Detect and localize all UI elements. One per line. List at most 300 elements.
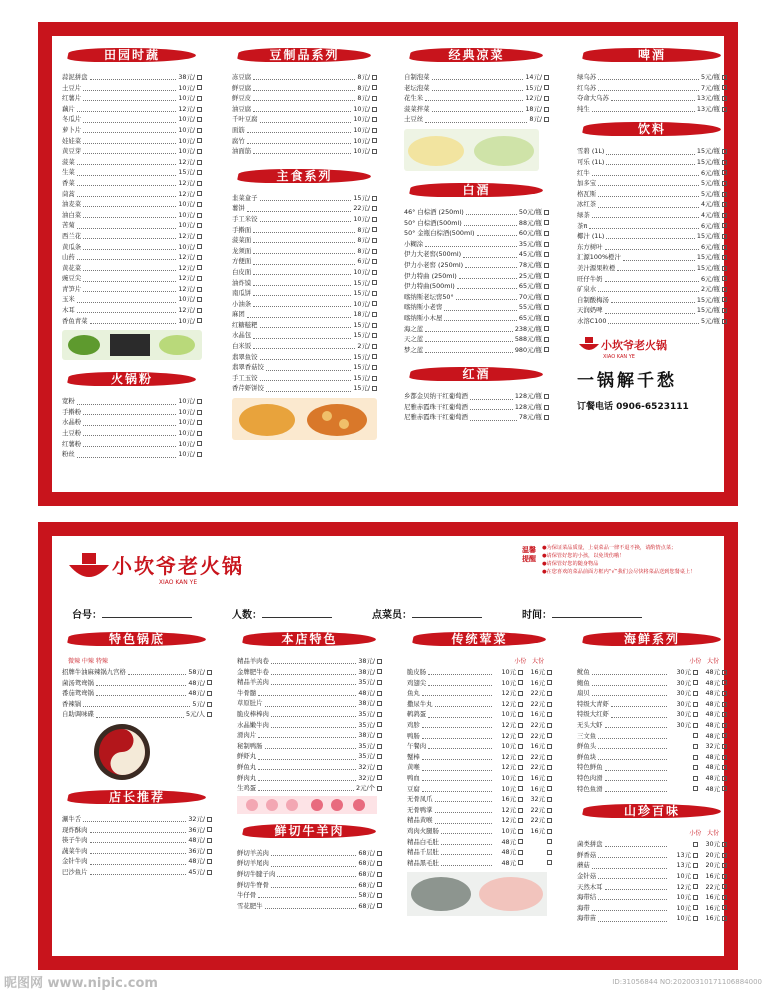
menu-item[interactable]: [577, 892, 727, 903]
menu-item[interactable]: [407, 741, 552, 752]
menu-item[interactable]: [62, 199, 202, 210]
menu-item[interactable]: [577, 860, 727, 871]
menu-item[interactable]: [62, 678, 212, 689]
order-checkbox[interactable]: [207, 817, 212, 822]
order-checkbox[interactable]: [372, 206, 377, 211]
menu-item[interactable]: [62, 814, 212, 825]
menu-item[interactable]: [404, 218, 549, 229]
menu-item[interactable]: [577, 850, 727, 861]
order-checkbox[interactable]: [544, 305, 549, 310]
order-checkbox[interactable]: [372, 365, 377, 370]
menu-item[interactable]: [577, 146, 727, 157]
menu-item[interactable]: [232, 278, 377, 289]
order-checkbox[interactable]: [547, 808, 552, 813]
menu-item[interactable]: [577, 913, 727, 924]
order-checkbox[interactable]: [197, 191, 202, 196]
order-checkbox[interactable]: [207, 859, 212, 864]
menu-item[interactable]: [577, 871, 727, 882]
menu-item[interactable]: [62, 104, 202, 115]
order-checkbox[interactable]: [197, 170, 202, 175]
order-checkbox[interactable]: [547, 776, 552, 781]
menu-item[interactable]: [62, 867, 212, 878]
menu-item[interactable]: [232, 246, 377, 257]
menu-item[interactable]: [232, 193, 377, 204]
order-checkbox[interactable]: [197, 441, 202, 446]
order-checkbox[interactable]: [544, 273, 549, 278]
menu-item[interactable]: [62, 688, 212, 699]
menu-item[interactable]: [407, 678, 552, 689]
menu-item[interactable]: [232, 136, 377, 147]
order-checkbox[interactable]: [207, 680, 212, 685]
menu-item[interactable]: [62, 178, 202, 189]
menu-item[interactable]: [232, 203, 377, 214]
order-checkbox[interactable]: [372, 149, 377, 154]
menu-item[interactable]: [577, 178, 727, 189]
table-number-field[interactable]: 台号：: [72, 606, 192, 621]
order-checkbox[interactable]: [722, 297, 727, 302]
order-checkbox[interactable]: [722, 85, 727, 90]
menu-item[interactable]: [577, 720, 727, 731]
menu-item[interactable]: [62, 242, 202, 253]
order-checkbox[interactable]: [197, 149, 202, 154]
menu-item[interactable]: [62, 825, 212, 836]
order-checkbox[interactable]: [197, 223, 202, 228]
menu-item[interactable]: [577, 83, 727, 94]
menu-item[interactable]: [232, 114, 377, 125]
menu-item[interactable]: [237, 880, 382, 891]
menu-item[interactable]: [577, 305, 727, 316]
time-field[interactable]: 时间：: [522, 606, 642, 621]
menu-item[interactable]: [232, 93, 377, 104]
menu-item[interactable]: [62, 125, 202, 136]
menu-item[interactable]: [237, 751, 382, 762]
menu-item[interactable]: [404, 114, 549, 125]
order-checkbox[interactable]: [377, 744, 382, 749]
order-checkbox[interactable]: [544, 295, 549, 300]
menu-item[interactable]: [62, 210, 202, 221]
order-checkbox[interactable]: [547, 839, 552, 844]
order-checkbox[interactable]: [197, 287, 202, 292]
menu-item[interactable]: [407, 699, 552, 710]
order-checkbox[interactable]: [547, 829, 552, 834]
order-checkbox[interactable]: [377, 733, 382, 738]
order-checkbox[interactable]: [544, 337, 549, 342]
menu-item[interactable]: [62, 284, 202, 295]
order-checkbox[interactable]: [544, 284, 549, 289]
menu-item[interactable]: [577, 242, 727, 253]
order-checkbox[interactable]: [544, 210, 549, 215]
order-checkbox[interactable]: [722, 744, 727, 749]
order-checkbox[interactable]: [544, 394, 549, 399]
order-checkbox[interactable]: [722, 202, 727, 207]
order-checkbox[interactable]: [377, 861, 382, 866]
menu-item[interactable]: [404, 324, 549, 335]
order-checkbox[interactable]: [722, 733, 727, 738]
menu-item[interactable]: [62, 220, 202, 231]
menu-item[interactable]: [577, 709, 727, 720]
order-checkbox[interactable]: [197, 265, 202, 270]
menu-item[interactable]: [577, 72, 727, 83]
order-checkbox[interactable]: [547, 702, 552, 707]
menu-item[interactable]: [62, 667, 212, 678]
order-checkbox[interactable]: [722, 691, 727, 696]
menu-item[interactable]: [404, 402, 549, 413]
order-checkbox[interactable]: [518, 860, 523, 865]
order-checkbox[interactable]: [372, 238, 377, 243]
order-checkbox[interactable]: [722, 160, 727, 165]
order-checkbox[interactable]: [518, 839, 523, 844]
menu-item[interactable]: [62, 189, 202, 200]
order-checkbox[interactable]: [197, 410, 202, 415]
order-checkbox[interactable]: [372, 217, 377, 222]
order-checkbox[interactable]: [722, 905, 727, 910]
order-checkbox[interactable]: [722, 287, 727, 292]
order-checkbox[interactable]: [722, 234, 727, 239]
menu-item[interactable]: [62, 846, 212, 857]
menu-item[interactable]: [232, 104, 377, 115]
menu-item[interactable]: [62, 263, 202, 274]
order-checkbox[interactable]: [197, 213, 202, 218]
menu-item[interactable]: [407, 794, 552, 805]
menu-item[interactable]: [577, 199, 727, 210]
menu-item[interactable]: [577, 221, 727, 232]
order-checkbox[interactable]: [722, 863, 727, 868]
order-checkbox[interactable]: [372, 376, 377, 381]
order-checkbox[interactable]: [372, 196, 377, 201]
menu-item[interactable]: [407, 773, 552, 784]
menu-item[interactable]: [404, 239, 549, 250]
order-checkbox[interactable]: [547, 670, 552, 675]
order-checkbox[interactable]: [544, 326, 549, 331]
order-checkbox[interactable]: [544, 252, 549, 257]
order-checkbox[interactable]: [197, 431, 202, 436]
menu-item[interactable]: [577, 231, 727, 242]
menu-item[interactable]: [237, 783, 382, 794]
menu-item[interactable]: [232, 288, 377, 299]
order-checkbox[interactable]: [547, 765, 552, 770]
menu-item[interactable]: [237, 656, 382, 667]
menu-item[interactable]: [232, 299, 377, 310]
menu-item[interactable]: [237, 741, 382, 752]
menu-item[interactable]: [232, 146, 377, 157]
order-checkbox[interactable]: [547, 712, 552, 717]
menu-item[interactable]: [407, 762, 552, 773]
headcount-field[interactable]: 人数：: [232, 606, 332, 621]
menu-item[interactable]: [404, 271, 549, 282]
order-checkbox[interactable]: [197, 75, 202, 80]
menu-item[interactable]: [237, 773, 382, 784]
order-checkbox[interactable]: [722, 192, 727, 197]
menu-item[interactable]: [404, 345, 549, 356]
spice-level-options[interactable]: 微辣 中辣 特辣: [68, 658, 108, 665]
order-checkbox[interactable]: [722, 75, 727, 80]
order-checkbox[interactable]: [722, 786, 727, 791]
order-checkbox[interactable]: [722, 149, 727, 154]
menu-item[interactable]: [407, 709, 552, 720]
menu-item[interactable]: [62, 417, 202, 428]
order-checkbox[interactable]: [372, 280, 377, 285]
menu-item[interactable]: [407, 667, 552, 678]
menu-item[interactable]: [237, 667, 382, 678]
order-checkbox[interactable]: [197, 297, 202, 302]
menu-item[interactable]: [237, 688, 382, 699]
menu-item[interactable]: [232, 383, 377, 394]
order-checkbox[interactable]: [547, 723, 552, 728]
menu-item[interactable]: [577, 699, 727, 710]
order-checkbox[interactable]: [207, 691, 212, 696]
order-checkbox[interactable]: [722, 319, 727, 324]
menu-item[interactable]: [237, 869, 382, 880]
order-checkbox[interactable]: [722, 853, 727, 858]
order-checkbox[interactable]: [544, 85, 549, 90]
order-checkbox[interactable]: [207, 849, 212, 854]
menu-item[interactable]: [232, 83, 377, 94]
menu-item[interactable]: [577, 210, 727, 221]
order-checkbox[interactable]: [197, 255, 202, 260]
order-checkbox[interactable]: [377, 786, 382, 791]
menu-item[interactable]: [237, 677, 382, 688]
menu-item[interactable]: [237, 858, 382, 869]
menu-item[interactable]: [62, 439, 202, 450]
menu-item[interactable]: [62, 136, 202, 147]
menu-item[interactable]: [404, 83, 549, 94]
menu-item[interactable]: [407, 815, 552, 826]
menu-item[interactable]: [577, 93, 727, 104]
order-checkbox[interactable]: [197, 399, 202, 404]
order-checkbox[interactable]: [544, 405, 549, 410]
menu-item[interactable]: [62, 231, 202, 242]
menu-item[interactable]: [232, 256, 377, 267]
menu-item[interactable]: [237, 901, 382, 912]
order-checkbox[interactable]: [547, 797, 552, 802]
order-checkbox[interactable]: [197, 138, 202, 143]
order-checkbox[interactable]: [544, 316, 549, 321]
menu-item[interactable]: [62, 72, 202, 83]
menu-item[interactable]: [577, 295, 727, 306]
menu-item[interactable]: [62, 93, 202, 104]
menu-item[interactable]: [62, 396, 202, 407]
order-checkbox[interactable]: [722, 765, 727, 770]
menu-item[interactable]: [577, 741, 727, 752]
menu-item[interactable]: [232, 125, 377, 136]
order-checkbox[interactable]: [547, 786, 552, 791]
order-checkbox[interactable]: [722, 916, 727, 921]
menu-item[interactable]: [407, 731, 552, 742]
menu-item[interactable]: [62, 699, 212, 710]
order-checkbox[interactable]: [377, 893, 382, 898]
order-checkbox[interactable]: [722, 842, 727, 847]
order-checkbox[interactable]: [547, 860, 552, 865]
order-checkbox[interactable]: [722, 702, 727, 707]
menu-item[interactable]: [404, 93, 549, 104]
order-checkbox[interactable]: [377, 775, 382, 780]
menu-item[interactable]: [237, 720, 382, 731]
order-checkbox[interactable]: [377, 669, 382, 674]
menu-item[interactable]: [577, 678, 727, 689]
menu-item[interactable]: [404, 260, 549, 271]
order-checkbox[interactable]: [197, 244, 202, 249]
order-checkbox[interactable]: [518, 850, 523, 855]
menu-item[interactable]: [232, 309, 377, 320]
order-checkbox[interactable]: [722, 895, 727, 900]
order-checkbox[interactable]: [722, 266, 727, 271]
order-checkbox[interactable]: [372, 117, 377, 122]
menu-item[interactable]: [577, 752, 727, 763]
menu-item[interactable]: [407, 720, 552, 731]
menu-item[interactable]: [62, 294, 202, 305]
menu-item[interactable]: [232, 267, 377, 278]
order-checkbox[interactable]: [197, 452, 202, 457]
menu-item[interactable]: [232, 341, 377, 352]
menu-item[interactable]: [407, 784, 552, 795]
order-checkbox[interactable]: [377, 722, 382, 727]
order-checkbox[interactable]: [197, 107, 202, 112]
menu-item[interactable]: [407, 752, 552, 763]
order-checkbox[interactable]: [372, 96, 377, 101]
order-checkbox[interactable]: [722, 96, 727, 101]
menu-item[interactable]: [62, 835, 212, 846]
order-checkbox[interactable]: [722, 181, 727, 186]
menu-item[interactable]: [404, 228, 549, 239]
order-checkbox[interactable]: [372, 75, 377, 80]
order-checkbox[interactable]: [547, 733, 552, 738]
menu-item[interactable]: [237, 698, 382, 709]
menu-item[interactable]: [62, 252, 202, 263]
order-checkbox[interactable]: [377, 872, 382, 877]
order-checkbox[interactable]: [372, 227, 377, 232]
menu-item[interactable]: [62, 157, 202, 168]
order-checkbox[interactable]: [372, 354, 377, 359]
menu-item[interactable]: [577, 316, 727, 327]
menu-item[interactable]: [237, 709, 382, 720]
order-checkbox[interactable]: [377, 903, 382, 908]
order-checkbox[interactable]: [197, 128, 202, 133]
menu-item[interactable]: [62, 856, 212, 867]
menu-item[interactable]: [232, 352, 377, 363]
menu-item[interactable]: [577, 274, 727, 285]
order-checkbox[interactable]: [207, 870, 212, 875]
menu-item[interactable]: [232, 330, 377, 341]
menu-item[interactable]: [232, 72, 377, 83]
order-checkbox[interactable]: [547, 850, 552, 855]
order-checkbox[interactable]: [722, 223, 727, 228]
order-checkbox[interactable]: [377, 691, 382, 696]
order-checkbox[interactable]: [197, 318, 202, 323]
order-checkbox[interactable]: [722, 680, 727, 685]
order-checkbox[interactable]: [197, 276, 202, 281]
order-checkbox[interactable]: [197, 202, 202, 207]
order-checkbox[interactable]: [207, 702, 212, 707]
menu-item[interactable]: [404, 249, 549, 260]
menu-item[interactable]: [62, 709, 212, 720]
order-checkbox[interactable]: [372, 344, 377, 349]
order-checkbox[interactable]: [722, 723, 727, 728]
order-checkbox[interactable]: [197, 234, 202, 239]
menu-item[interactable]: [577, 688, 727, 699]
order-checkbox[interactable]: [372, 301, 377, 306]
order-checkbox[interactable]: [547, 680, 552, 685]
order-checkbox[interactable]: [377, 765, 382, 770]
order-checkbox[interactable]: [377, 659, 382, 664]
menu-item[interactable]: [577, 839, 727, 850]
order-checkbox[interactable]: [372, 249, 377, 254]
order-checkbox[interactable]: [372, 128, 377, 133]
order-checkbox[interactable]: [207, 712, 212, 717]
menu-item[interactable]: [404, 104, 549, 115]
order-checkbox[interactable]: [722, 755, 727, 760]
order-checkbox[interactable]: [377, 701, 382, 706]
order-checkbox[interactable]: [722, 712, 727, 717]
menu-item[interactable]: [407, 858, 552, 869]
order-checkbox[interactable]: [372, 107, 377, 112]
order-checkbox[interactable]: [207, 827, 212, 832]
menu-item[interactable]: [237, 762, 382, 773]
order-checkbox[interactable]: [207, 838, 212, 843]
menu-item[interactable]: [232, 225, 377, 236]
order-checkbox[interactable]: [722, 170, 727, 175]
order-checkbox[interactable]: [544, 96, 549, 101]
order-checkbox[interactable]: [544, 347, 549, 352]
menu-item[interactable]: [62, 146, 202, 157]
menu-item[interactable]: [62, 83, 202, 94]
order-checkbox[interactable]: [197, 420, 202, 425]
order-checkbox[interactable]: [372, 259, 377, 264]
menu-item[interactable]: [577, 882, 727, 893]
menu-item[interactable]: [62, 167, 202, 178]
menu-item[interactable]: [404, 281, 549, 292]
order-checkbox[interactable]: [197, 308, 202, 313]
menu-item[interactable]: [577, 252, 727, 263]
menu-item[interactable]: [62, 428, 202, 439]
order-checkbox[interactable]: [722, 874, 727, 879]
order-checkbox[interactable]: [544, 75, 549, 80]
order-checkbox[interactable]: [544, 242, 549, 247]
menu-item[interactable]: [232, 235, 377, 246]
menu-item[interactable]: [577, 773, 727, 784]
order-checkbox[interactable]: [197, 96, 202, 101]
menu-item[interactable]: [407, 837, 552, 848]
menu-item[interactable]: [237, 730, 382, 741]
menu-item[interactable]: [404, 313, 549, 324]
order-checkbox[interactable]: [372, 291, 377, 296]
order-checkbox[interactable]: [547, 818, 552, 823]
order-checkbox[interactable]: [722, 255, 727, 260]
menu-item[interactable]: [62, 407, 202, 418]
order-checkbox[interactable]: [722, 670, 727, 675]
order-checkbox[interactable]: [372, 138, 377, 143]
menu-item[interactable]: [577, 157, 727, 168]
menu-item[interactable]: [404, 412, 549, 423]
order-checkbox[interactable]: [197, 117, 202, 122]
order-checkbox[interactable]: [377, 754, 382, 759]
menu-item[interactable]: [404, 292, 549, 303]
order-checkbox[interactable]: [372, 270, 377, 275]
menu-item[interactable]: [577, 104, 727, 115]
menu-item[interactable]: [577, 189, 727, 200]
order-checkbox[interactable]: [722, 884, 727, 889]
order-checkbox[interactable]: [372, 333, 377, 338]
order-checkbox[interactable]: [197, 160, 202, 165]
order-checkbox[interactable]: [544, 231, 549, 236]
order-checkbox[interactable]: [722, 276, 727, 281]
menu-item[interactable]: [62, 114, 202, 125]
order-checkbox[interactable]: [197, 181, 202, 186]
order-checkbox[interactable]: [197, 85, 202, 90]
order-checkbox[interactable]: [544, 220, 549, 225]
menu-item[interactable]: [62, 273, 202, 284]
order-checkbox[interactable]: [544, 107, 549, 112]
menu-item[interactable]: [577, 903, 727, 914]
